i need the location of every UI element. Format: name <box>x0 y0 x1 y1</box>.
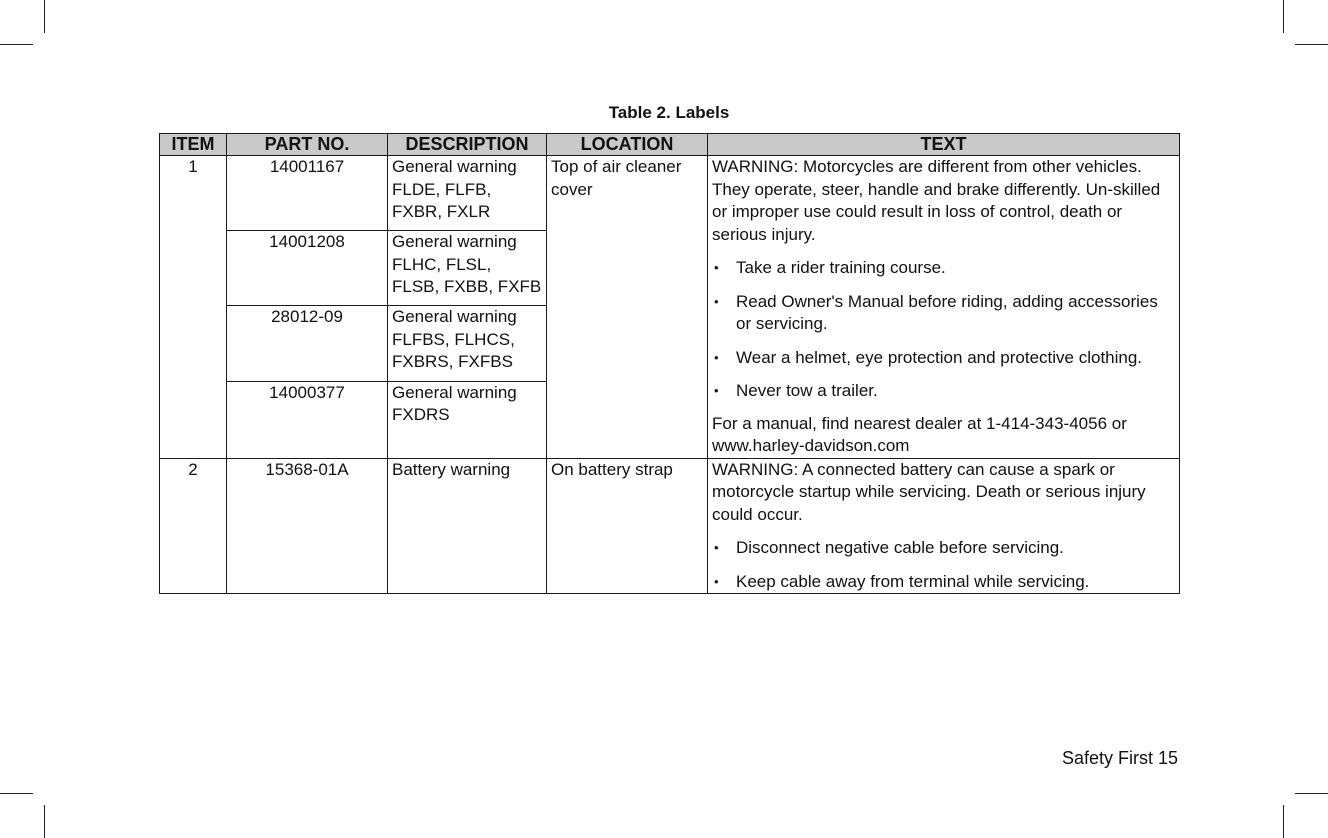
dealer-info-text: For a manual, find nearest dealer at 1-414-343-4056 or www.harley-davidson.com <box>712 413 1127 455</box>
list-item: • Disconnect negative cable before servicing. <box>712 537 1175 560</box>
labels-table <box>159 133 1180 594</box>
table-row <box>160 156 1180 231</box>
crop-mark <box>1283 0 1284 33</box>
list-item: • Never tow a trailer. <box>712 380 1175 403</box>
part-no-cell: 15368-01A <box>227 458 388 594</box>
crop-mark <box>1295 44 1328 45</box>
crop-mark <box>0 44 33 45</box>
bullet-icon: • <box>714 349 719 365</box>
list-item: • Wear a helmet, eye protection and protective clothing. <box>712 347 1175 370</box>
bullet-icon: • <box>714 293 719 309</box>
header-text: TEXT <box>708 134 1180 156</box>
crop-mark <box>1283 805 1284 838</box>
header-location: LOCATION <box>547 134 708 156</box>
crop-mark <box>44 805 45 838</box>
item-cell: 2 <box>160 458 227 594</box>
warning-text: WARNING: A connected battery can cause a spark or motorcycle startup while servicing. Death or serious injury could occur. <box>712 459 1146 524</box>
header-row <box>160 134 1180 156</box>
list-item: • Take a rider training course. <box>712 257 1175 280</box>
description-cell: General warning FLFBS, FLHCS, FXBRS, FXFBS <box>388 306 547 381</box>
header-part-no: PART NO. <box>227 134 388 156</box>
list-item: • Read Owner's Manual before riding, adding accessories or servicing. <box>714 291 1158 333</box>
description-cell: Battery warning <box>388 458 547 594</box>
header-description: DESCRIPTION <box>388 134 547 156</box>
label-text-cell <box>708 458 1180 594</box>
part-no-cell: 14001167 <box>227 156 388 231</box>
bullet-icon: • <box>714 540 719 555</box>
description-cell: General warning FXDRS <box>388 381 547 458</box>
bullet-icon: • <box>714 383 719 398</box>
item-cell: 1 <box>160 156 227 459</box>
location-cell: Top of air cleaner cover <box>547 156 708 459</box>
page-footer: Safety First 15 <box>1061 748 1178 768</box>
location-cell: On battery strap <box>547 458 708 594</box>
list-item: • Keep cable away from terminal while servicing. <box>712 571 1175 594</box>
header-item: ITEM <box>160 134 227 156</box>
part-no-cell: 14001208 <box>227 231 388 306</box>
description-cell: General warning FLDE, FLFB, FXBR, FXLR <box>388 156 547 231</box>
label-text-cell <box>708 156 1180 459</box>
bullet-icon: • <box>714 260 719 275</box>
crop-mark <box>0 793 33 794</box>
description-cell: General warning FLHC, FLSL, FLSB, FXBB, FXFB <box>388 231 547 306</box>
table-row <box>160 458 1180 594</box>
crop-mark <box>44 0 45 33</box>
part-no-cell: 28012-09 <box>227 306 388 381</box>
part-no-cell: 14000377 <box>227 381 388 458</box>
warning-text: WARNING: Motorcycles are different from other vehicles. They operate, steer, handle and brake differently. Un-skilled or improper use could result in loss of control, death or serious injury. <box>712 157 1161 244</box>
crop-mark <box>1295 793 1328 794</box>
table-title: Table 2. Labels <box>608 103 730 122</box>
bullet-icon: • <box>714 573 719 589</box>
